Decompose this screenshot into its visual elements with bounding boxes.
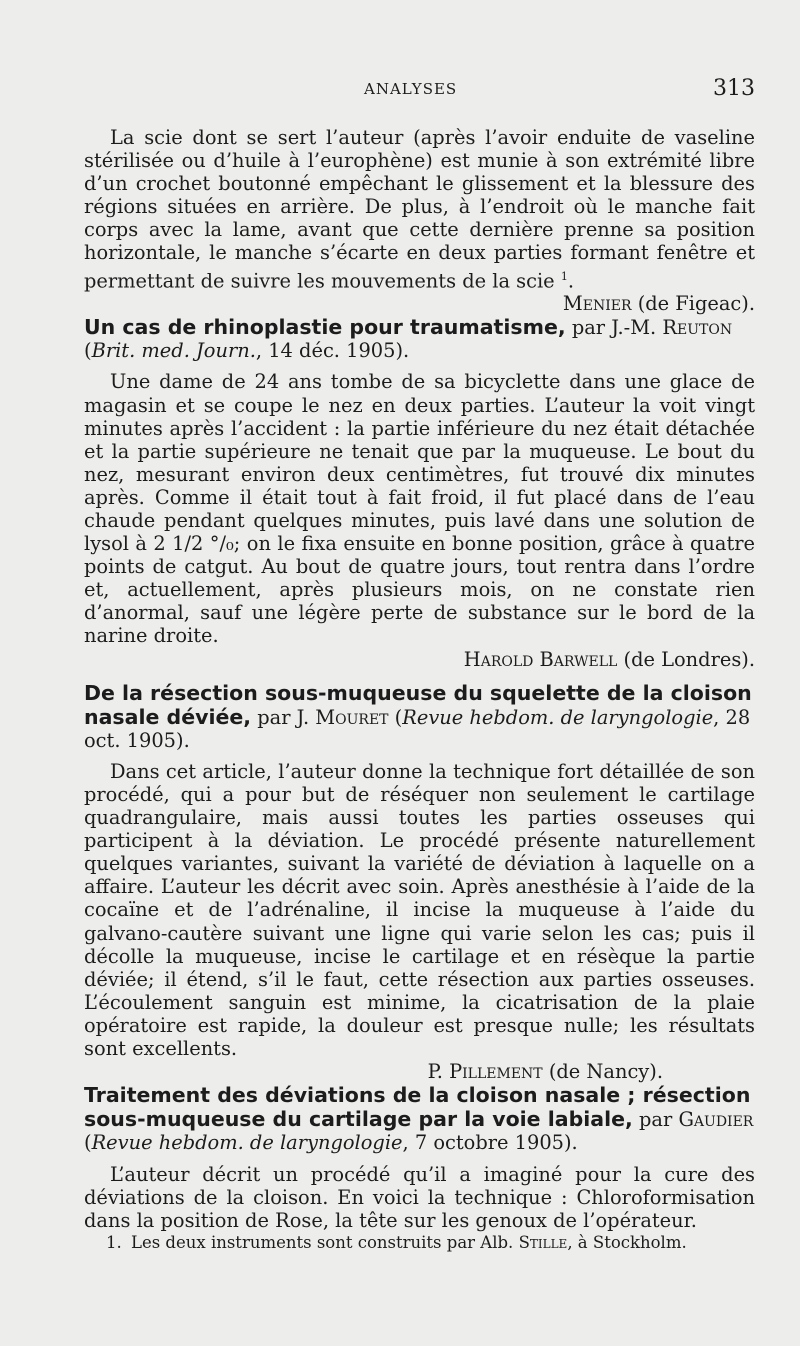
paragraph-end: . — [567, 269, 575, 293]
signature-barwell — [84, 648, 755, 671]
signature-pillement — [84, 1060, 755, 1083]
article-source-open: ( — [84, 339, 92, 363]
page-header — [84, 76, 755, 110]
footnote-name: Stille — [518, 1233, 568, 1252]
signature-author: Menier — [562, 292, 632, 316]
footnote-ref: 1 — [560, 269, 568, 283]
signature-place: (de Nancy). — [548, 1060, 663, 1084]
footnote-place: , à Stockholm. — [567, 1233, 687, 1252]
signature-place: (de Figeac). — [637, 292, 755, 316]
signature-place: (de Londres). — [623, 647, 755, 671]
signature-author: Harold Barwell — [463, 647, 618, 671]
signature-menier — [84, 292, 755, 315]
article-author: Reuton — [662, 316, 733, 340]
paragraph-text: La scie dont se sert l’auteur (après l’avoir enduite de vaseline stérilisée ou d’huile à l’europhène) est munie à son extrémité libre d’un crochet boutonné empêchant le glissement et la blessure des régions situées en arrière. De plus, à l’endroit où le manche fait corps avec la lame, avant que cette dernière prenne sa position horizontale, le manche s’écarte en deux parties formant fenêtre et permettant de suivre les mouvements de la scie — [84, 126, 755, 293]
article-date: , 14 déc. 1905). — [255, 339, 410, 363]
page-body — [84, 126, 755, 1232]
article-heading-resection: De la résection sous-muqueuse du squelette de la cloison nasale déviée, par J. Mouret (Revue hebdom. de laryngologie, 28 oct. 1905). — [84, 680, 752, 752]
article-author: Gaudier — [678, 1108, 754, 1132]
footnote-text: Les deux instruments sont construits par Alb. — [131, 1233, 514, 1252]
signature-author: P. Pillement — [427, 1060, 543, 1084]
article-by: par J.-M. — [571, 316, 657, 340]
article-title: De la résection sous-muqueuse du squelette de la cloison nasale déviée, — [84, 680, 752, 729]
article-source: Revue hebdom. de laryngologie — [402, 705, 714, 729]
article-by: par — [639, 1108, 673, 1132]
article-title: Un cas de rhinoplastie pour traumatisme, — [84, 315, 566, 340]
article-source: Brit. med. Journ. — [91, 339, 256, 363]
paragraph-resection: Dans cet article, l’auteur donne la technique fort détaillée de son procédé, qui a pour but de réséquer non seulement le cartilage quadrangulaire, mais aussi toutes les parties osseuses qui participent à la déviation. Le procédé présente naturellement quelques variantes, suivant la variété de déviation à laquelle on a affaire. L’auteur les décrit avec soin. Après anesthésie à l’aide de la cocaïne et de l’adrénaline, il incise la muqueuse à l’aide du galvano-cautère suivant une ligne qui varie selon les cas; puis il décolle la muqueuse, incise le cartilage et en résèque la partie déviée; il étend, s’il le faut, cette résection aux parties osseuses. L’écoulement sanguin est minime, la cicatrisation de la plaie opératoire est rapide, la douleur est presque nulle; les résultats sont excellents. — [84, 759, 755, 1061]
running-head: ANALYSES — [364, 80, 458, 98]
footnote-number: 1. — [106, 1233, 122, 1252]
paragraph-saw — [84, 126, 755, 292]
paragraph-traitement: L’auteur décrit un procédé qu’il a imaginé pour la cure des déviations de la cloison. En voici la technique : Chloroformisation dans la position de Rose, la tête sur les genoux de l’opérateur. — [84, 1162, 755, 1232]
article-date: , 28 oct. 1905). — [84, 705, 751, 752]
article-author: Mouret — [315, 705, 389, 729]
article-heading-rhinoplastie — [84, 315, 755, 362]
article-date: , 7 octobre 1905). — [402, 1131, 578, 1155]
footnote — [106, 1233, 687, 1252]
paragraph-rhinoplastie: Une dame de 24 ans tombe de sa bicyclette dans une glace de magasin et se coupe le nez en deux parties. L’auteur la voit vingt minutes après l’accident : la partie inférieure du nez était détachée et la partie supérieure ne tenait que par la muqueuse. Le bout du nez, mesurant environ deux centimètres, fut trouvé dix minutes après. Comme il était tout à fait froid, il fut placé dans de l’eau chaude pendant quelques minutes, puis lavé dans une solution de lysol à 2 1/2 °/₀; on le fixa ensuite en bonne position, grâce à quatre points de catgut. Au bout de quatre jours, tout rentra dans l’ordre et, actuellement, après plusieurs mois, on ne constate rien d’anormal, sauf une légère perte de substance sur le bord de la narine droite. — [84, 370, 755, 648]
article-source: Revue hebdom. de laryngologie — [91, 1131, 403, 1155]
article-by: par J. — [257, 705, 310, 729]
article-title: Traitement des déviations de la cloison nasale ; résection sous-muqueuse du cartilage par la voie labiale, — [84, 1083, 751, 1132]
page-number: 313 — [713, 76, 755, 101]
article-heading-traitement: Traitement des déviations de la cloison nasale ; résection sous-muqueuse du cartilage par la voie labiale, par Gaudier (Revue hebdom. de laryngologie, 7 octobre 1905). — [84, 1083, 754, 1155]
